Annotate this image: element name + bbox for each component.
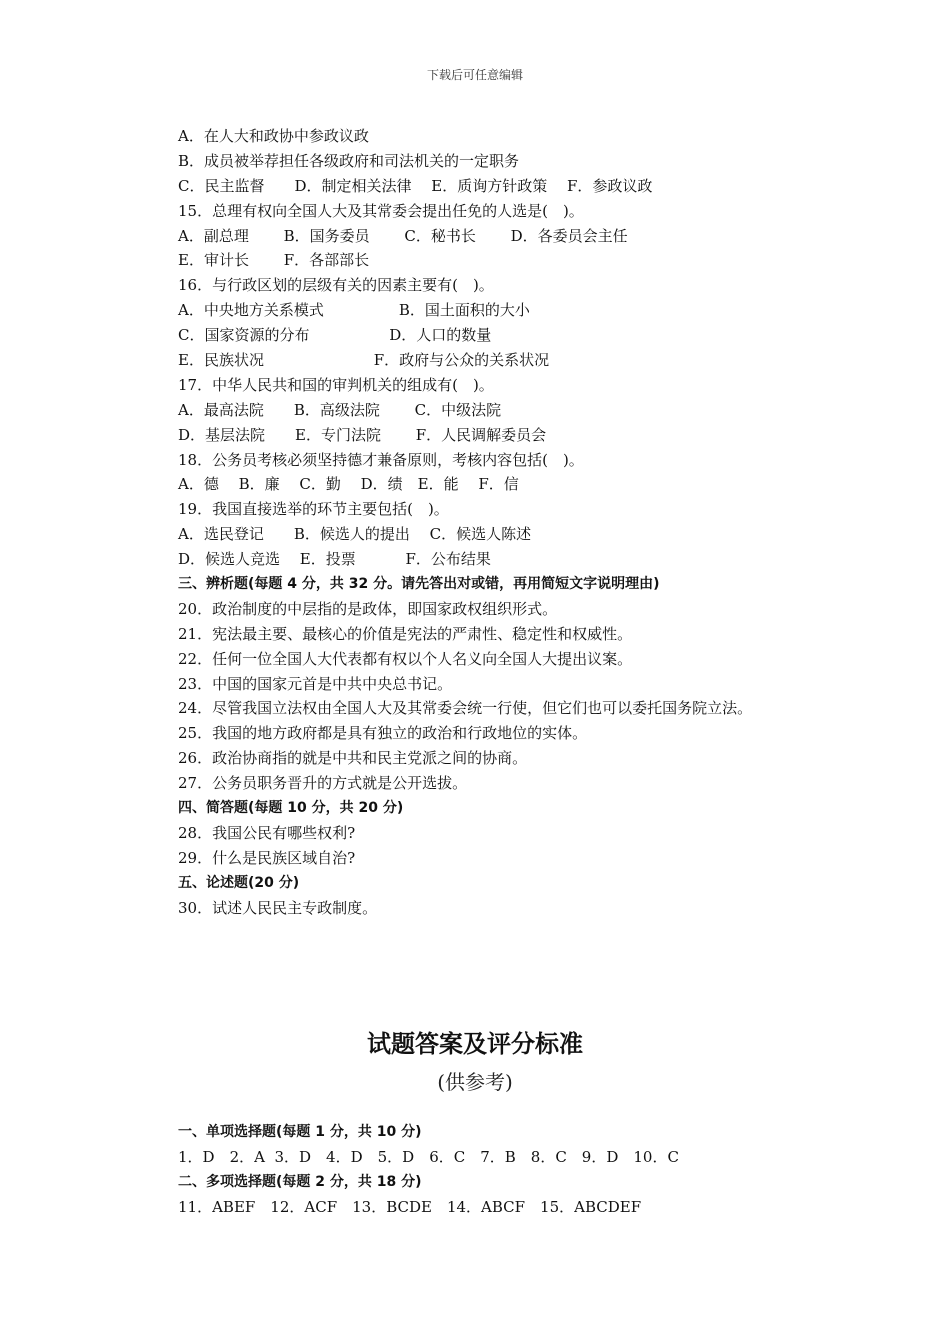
question-line: A．德 B．廉 C．勤 D．绩 E．能 F．信 xyxy=(178,475,519,494)
question-line: C．民主监督 D．制定相关法律 E．质询方针政策 F．参政议政 xyxy=(178,176,653,195)
question-line: 30．试述人民民主专政制度。 xyxy=(178,898,378,917)
question-line: 27．公务员职务晋升的方式就是公开选拔。 xyxy=(178,774,468,793)
question-line: 19．我国直接选举的环节主要包括( )。 xyxy=(178,500,449,519)
question-line: D．基层法院 E．专门法院 F．人民调解委员会 xyxy=(178,425,547,444)
question-line: 15．总理有权向全国人大及其常委会提出任免的人选是( )。 xyxy=(178,201,584,220)
section-heading: 五、论述题(20 分) xyxy=(178,874,300,891)
question-line: 23．中国的国家元首是中共中央总书记。 xyxy=(178,674,453,693)
page-header: 下载后可任意编辑 xyxy=(426,68,523,82)
answer-list xyxy=(178,1120,878,1220)
question-line: 25．我国的地方政府都是具有独立的政治和行政地位的实体。 xyxy=(178,724,588,743)
question-line: 29．什么是民族区域自治? xyxy=(178,848,356,867)
question-line: 17．中华人民共和国的审判机关的组成有( )。 xyxy=(178,375,494,394)
section-heading: 一、单项选择题(每题 1 分，共 10 分) xyxy=(178,1124,422,1140)
question-line: 18．公务员考核必须坚持德才兼备原则，考核内容包括( )。 xyxy=(178,450,584,469)
section-heading: 四、简答题(每题 10 分，共 20 分) xyxy=(178,800,404,817)
answer-title: 试题答案及评分标准 xyxy=(367,1030,583,1058)
question-line: 16．与行政区划的层级有关的因素主要有( )。 xyxy=(178,276,494,295)
question-line: 20．政治制度的中层指的是政体，即国家政权组织形式。 xyxy=(178,599,558,618)
question-line: 21．宪法最主要、最核心的价值是宪法的严肃性、稳定性和权威性。 xyxy=(178,624,633,643)
question-list xyxy=(178,124,878,921)
question-line: A．在人大和政协中参政议政 xyxy=(178,127,369,145)
question-line: 22．任何一位全国人大代表都有权以个人名义向全国人大提出议案。 xyxy=(178,649,633,668)
question-line: A．选民登记 B．候选人的提出 C．候选人陈述 xyxy=(178,525,532,544)
question-line: B．成员被举荐担任各级政府和司法机关的一定职务 xyxy=(178,151,520,170)
answer-subtitle: (供参考) xyxy=(437,1070,513,1094)
question-line: D．候选人竞选 E．投票 F．公布结果 xyxy=(178,550,491,569)
question-line: C．国家资源的分布 D．人口的数量 xyxy=(178,326,492,345)
question-line: 28．我国公民有哪些权利? xyxy=(178,823,356,842)
section-heading: 二、多项选择题(每题 2 分，共 18 分) xyxy=(178,1173,422,1190)
question-line: A．副总理 B．国务委员 C．秘书长 D．各委员会主任 xyxy=(178,226,628,245)
question-line: E．审计长 F．各部部长 xyxy=(178,251,370,270)
question-line: 26．政治协商指的就是中共和民主党派之间的协商。 xyxy=(178,749,528,768)
question-line: A．中央地方关系模式 B．国土面积的大小 xyxy=(178,301,530,320)
question-line: A．最高法院 B．高级法院 C．中级法院 xyxy=(178,400,502,419)
answer-line: 11．ABEF 12．ACF 13．BCDE 14．ABCF 15．ABCDEF xyxy=(178,1197,642,1216)
question-line: E．民族状况 F．政府与公众的关系状况 xyxy=(178,351,550,370)
question-line: 24．尽管我国立法权由全国人大及其常委会统一行使，但它们也可以委托国务院立法。 xyxy=(178,699,753,718)
answer-line: 1．D 2．A 3．D 4．D 5．D 6．C 7．B 8．C 9．D 10．C xyxy=(178,1147,679,1166)
section-heading: 三、辨析题(每题 4 分，共 32 分。请先答出对或错，再用简短文字说明理由) xyxy=(178,576,660,593)
